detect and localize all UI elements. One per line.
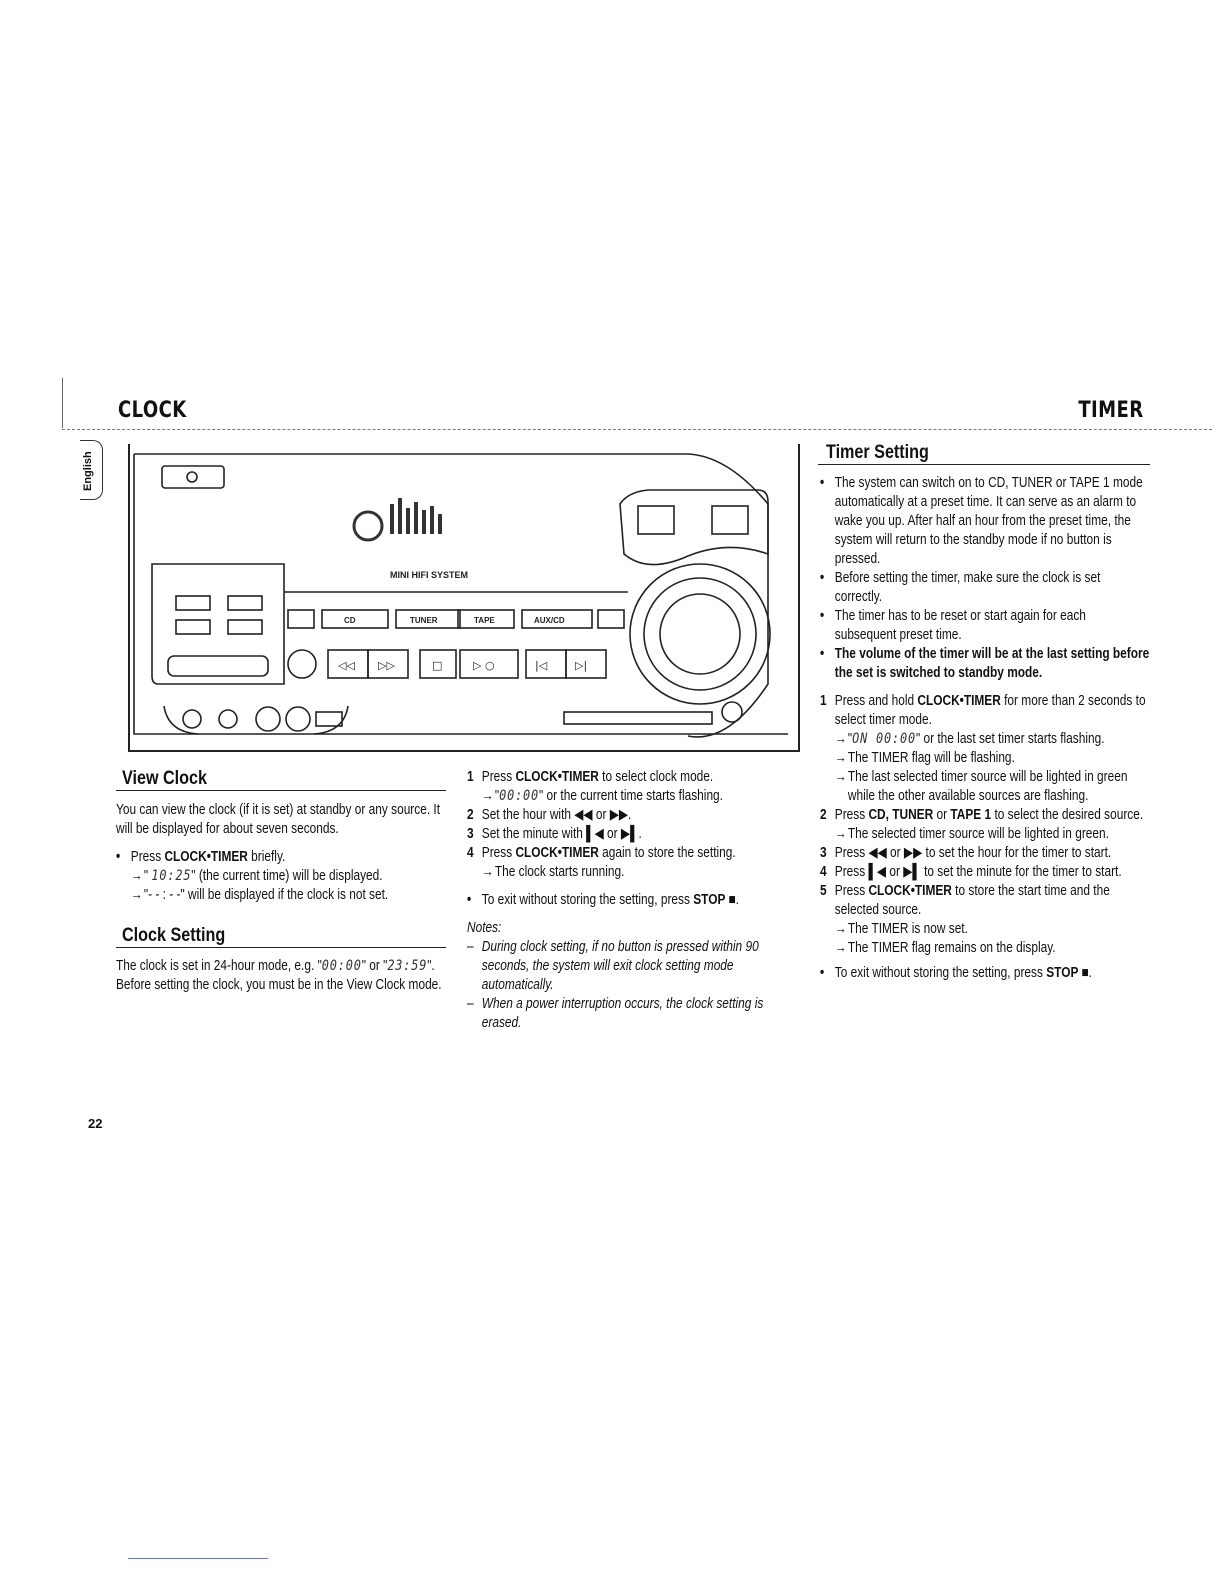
language-label: English — [82, 451, 94, 491]
view-clock-title: View Clock — [122, 768, 207, 789]
aux-button-label: AUX/CD — [534, 616, 565, 625]
clock-setting-title: Clock Setting — [122, 925, 226, 946]
timer-setting-body — [820, 474, 1150, 983]
clock-step-3: 3 Set the minute with ▌◀ or ▶▌. — [467, 826, 642, 842]
timer-step-3: 3 Press ◀◀ or ▶▶ to set the hour for the timer to start. — [820, 845, 1112, 861]
margin-mark — [62, 378, 63, 428]
section-header-timer: TIMER — [1078, 398, 1144, 423]
clock-exit-bullet: • To exit without storing the setting, press STOP ■. — [467, 892, 739, 908]
device-brand-label: MINI HIFI SYSTEM — [390, 570, 469, 580]
clock-step-2: 2 Set the hour with ◀◀ or ▶▶. — [467, 807, 632, 823]
timer-step-1-result-2: → The TIMER flag will be flashing. — [834, 750, 1015, 766]
view-clock-intro: You can view the clock (if it is set) at standby or any source. It will be displayed for about seven seconds. — [116, 802, 441, 837]
svg-text:▷|: ▷| — [575, 659, 588, 672]
timer-setting-title: Timer Setting — [826, 442, 929, 463]
timer-bullet-4: • The volume of the timer will be at the last setting before the set is switched to standby mode. — [820, 646, 1150, 681]
view-clock-bullet: • Press CLOCK•TIMER briefly. — [116, 849, 286, 865]
view-clock-underline — [116, 790, 446, 791]
timer-bullet-2: • Before setting the timer, make sure the clock is set correctly. — [820, 570, 1101, 605]
svg-text:◁◁: ◁◁ — [338, 659, 355, 672]
clock-steps — [467, 768, 795, 1033]
view-clock-result-1: → " 10:25" (the current time) will be displayed. — [130, 868, 383, 884]
timer-exit-bullet: • To exit without storing the setting, press STOP ■. — [820, 965, 1092, 981]
note-1: – During clock setting, if no button is pressed within 90 seconds, the system will exit clock setting mode automatically. — [467, 939, 759, 993]
clock-setting-body — [116, 957, 444, 995]
timer-step-1-result-3: → The last selected timer source will be lighted in green while the other available sources are flashing. — [834, 769, 1128, 804]
timer-step-5: 5 Press CLOCK•TIMER to store the start time and the selected source. — [820, 883, 1110, 918]
header-rule — [62, 429, 1212, 430]
tape-button-label: TAPE — [474, 616, 495, 625]
device-illustration — [128, 444, 796, 750]
timer-step-5-result-1: → The TIMER is now set. — [834, 921, 968, 937]
svg-text:▷ ○: ▷ ○ — [473, 659, 495, 672]
clock-step-1: 1 Press CLOCK•TIMER to select clock mode. — [467, 769, 714, 785]
cd-button-label: CD — [344, 616, 356, 625]
timer-bullet-3: • The timer has to be reset or start again for each subsequent preset time. — [820, 608, 1086, 643]
view-clock-body — [116, 801, 444, 905]
language-tab — [80, 440, 103, 500]
view-clock-result-2: → "- - : - -" will be displayed if the clock is not set. — [130, 887, 389, 903]
page-number: 22 — [88, 1116, 103, 1131]
svg-text:|◁: |◁ — [535, 659, 548, 672]
clock-setting-underline — [116, 947, 446, 948]
note-2: – When a power interruption occurs, the clock setting is erased. — [467, 996, 764, 1031]
svg-text:▷▷: ▷▷ — [378, 659, 395, 672]
timer-step-2-result: → The selected timer source will be lighted in green. — [834, 826, 1109, 842]
timer-bullet-1: • The system can switch on to CD, TUNER or TAPE 1 mode automatically at a preset time. It can serve as an alarm to wake you up. After half an hour from the preset time, the system will return to the standby mode if no button is pressed. — [820, 475, 1143, 567]
section-header-clock: CLOCK — [118, 398, 187, 423]
timer-step-5-result-2: → The TIMER flag remains on the display. — [834, 940, 1056, 956]
svg-text:□: □ — [432, 659, 443, 672]
clock-step-4-result: → The clock starts running. — [481, 864, 625, 880]
timer-step-1: 1 Press and hold CLOCK•TIMER for more than 2 seconds to select timer mode. — [820, 693, 1146, 728]
timer-step-4: 4 Press ▌◀ or ▶▌ to set the minute for the timer to start. — [820, 864, 1122, 880]
tuner-button-label: TUNER — [410, 616, 438, 625]
clock-step-4: 4 Press CLOCK•TIMER again to store the setting. — [467, 845, 736, 861]
timer-step-2: 2 Press CD, TUNER or TAPE 1 to select the desired source. — [820, 807, 1144, 823]
bottom-link-underline — [128, 1558, 268, 1559]
notes-label: Notes: — [467, 920, 502, 936]
timer-setting-underline — [818, 464, 1150, 465]
timer-step-1-result-1: → "ON 00:00" or the last set timer starts flashing. — [834, 731, 1105, 747]
clock-setting-text: The clock is set in 24-hour mode, e.g. "00:00" or "23:59". Before setting the clock, you must be in the View Clock mode. — [116, 958, 442, 993]
clock-step-1-result: → "00:00" or the current time starts flashing. — [481, 788, 723, 804]
